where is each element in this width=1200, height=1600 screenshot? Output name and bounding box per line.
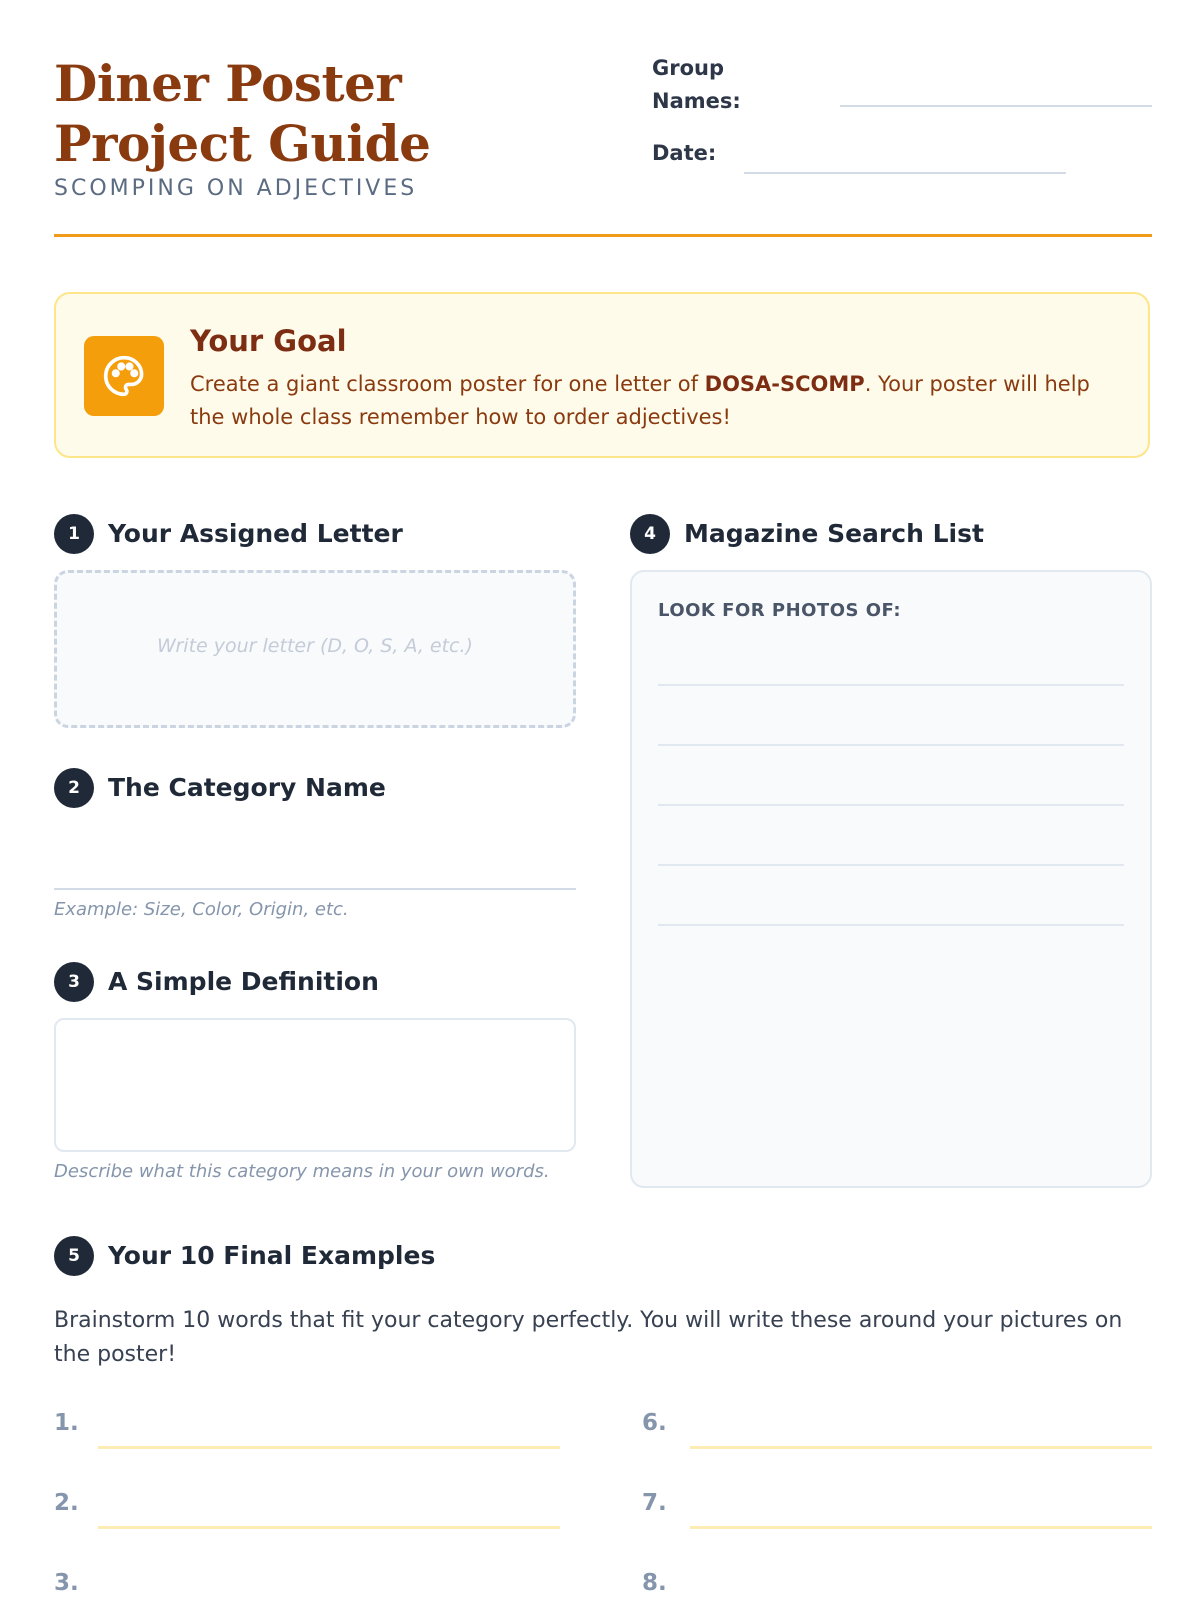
example-line[interactable] xyxy=(690,1446,1152,1449)
worksheet-page xyxy=(54,0,1152,1600)
category-name-field[interactable] xyxy=(54,888,576,890)
example-number: 7. xyxy=(642,1490,667,1516)
final-examples-instructions: Brainstorm 10 words that fit your category perfectly. You will write these around your pictures on the poster! xyxy=(54,1308,1123,1367)
group-names-field[interactable] xyxy=(840,105,1152,107)
page-subtitle: SCOMPING ON ADJECTIVES xyxy=(54,176,418,201)
goal-card xyxy=(54,292,1150,458)
example-number: 8. xyxy=(642,1570,667,1596)
example-line[interactable] xyxy=(690,1526,1152,1529)
step-badge: 2 xyxy=(54,768,94,808)
step-badge: 3 xyxy=(54,962,94,1002)
search-list-line[interactable] xyxy=(658,744,1124,746)
step-badge: 4 xyxy=(630,514,670,554)
search-list-line[interactable] xyxy=(658,804,1124,806)
assigned-letter-placeholder: Write your letter (D, O, S, A, etc.) xyxy=(157,635,473,657)
assigned-letter-box[interactable] xyxy=(54,570,576,728)
date-field[interactable] xyxy=(744,172,1066,174)
section-title: Your Assigned Letter xyxy=(108,519,403,548)
search-list-line[interactable] xyxy=(658,864,1124,866)
example-number: 3. xyxy=(54,1570,79,1596)
definition-field[interactable] xyxy=(54,1018,576,1152)
date-label: Date: xyxy=(652,141,717,165)
search-list-line[interactable] xyxy=(658,684,1124,686)
example-number: 2. xyxy=(54,1490,79,1516)
section-title: The Category Name xyxy=(108,773,386,802)
step-badge: 5 xyxy=(54,1236,94,1276)
example-line[interactable] xyxy=(98,1446,560,1449)
step-badge: 1 xyxy=(54,514,94,554)
example-number: 1. xyxy=(54,1410,79,1436)
group-names-label-line2: Names: xyxy=(652,89,741,113)
example-number: 6. xyxy=(642,1410,667,1436)
goal-text-start: Create a giant classroom poster for one letter of xyxy=(190,372,705,396)
section-title: Your 10 Final Examples xyxy=(108,1241,436,1270)
goal-text-end: . Your poster will help the whole class remember how to order adjectives! xyxy=(190,372,1090,429)
header-divider xyxy=(54,234,1152,237)
goal-text-bold: DOSA-SCOMP xyxy=(704,372,865,396)
example-line[interactable] xyxy=(98,1526,560,1529)
definition-hint: Describe what this category means in your own words. xyxy=(54,1161,550,1182)
group-names-label-line1: Group xyxy=(652,56,725,80)
section-title: Magazine Search List xyxy=(684,519,984,548)
magazine-search-list xyxy=(630,570,1152,1188)
palette-icon xyxy=(84,336,164,416)
search-list-line[interactable] xyxy=(658,924,1124,926)
magazine-search-label: LOOK FOR PHOTOS OF: xyxy=(658,600,902,621)
page-title: Diner Poster Project Guide xyxy=(54,54,431,173)
goal-title: Your Goal xyxy=(190,324,347,358)
section-title: A Simple Definition xyxy=(108,967,379,996)
group-names-label xyxy=(652,52,741,118)
goal-text xyxy=(190,368,1110,434)
category-name-hint: Example: Size, Color, Origin, etc. xyxy=(54,899,349,920)
